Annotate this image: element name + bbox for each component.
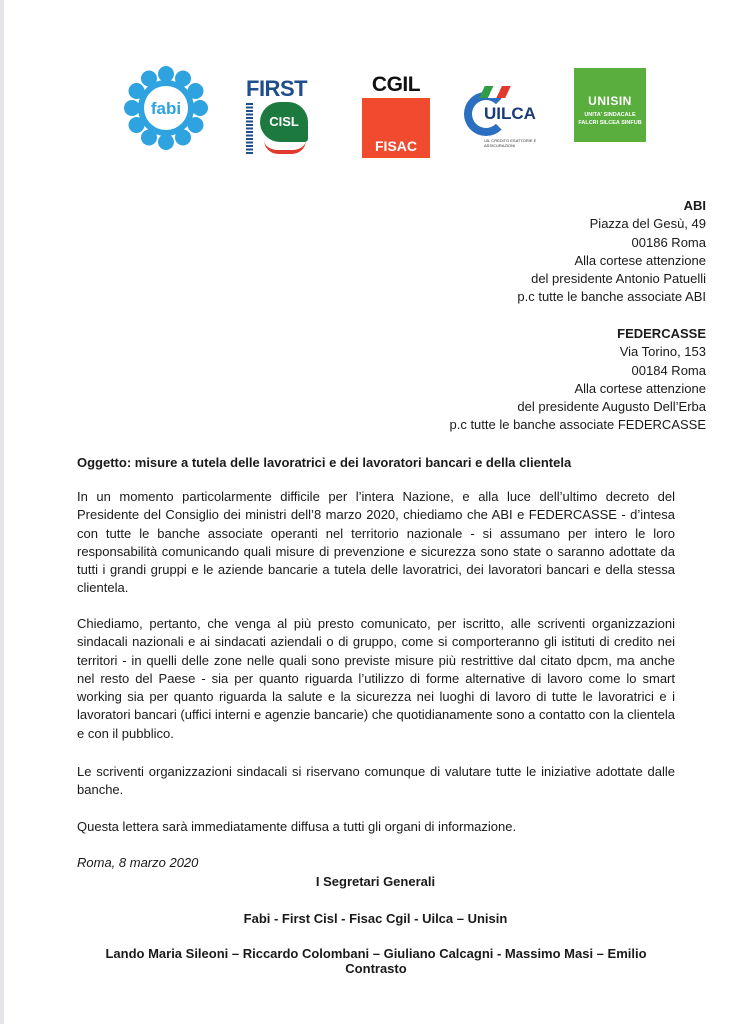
cgil-logo-text: CGIL [371,73,421,96]
body-paragraph: Chiediamo, pertanto, che venga al più presto comunicato, per iscritto, alle scriventi organizzazioni sindacali nazionali e ai sindacati aziendali o di gruppo, come si comporteranno gli istituti di credito nei territori - in quelli delle zone nelle quali sono previste misure più restrittive dal citato dpcm, ma anche nel resto del Paese - sia per quanto riguarda l’utilizzo di forme alternative di lavoro come lo smart working sia per quanto riguarda la salute e la sicurezza nei luoghi di lavoro di tutte le lavoratrici e i lavoratori bancari (uffici interni e agenzie bancarie) che quotidianamente sono a contatto con la clientela e con il pubblico. [77,616,675,741]
body-paragraph: Questa lettera sarà immediatamente diffusa a tutti gli organi di informazione. [77,819,517,834]
recipient-city: 00184 Roma [631,362,706,378]
unisin-logo [574,68,646,142]
recipient-address: Piazza del Gesù, 49 [589,216,706,232]
first-cisl-logo [246,78,324,158]
cgil-fisac-logo [360,74,432,158]
letter-subject: Oggetto: misure a tutela delle lavoratrici e dei lavoratori bancari e della clientela [77,455,572,470]
recipient-name: FEDERCASSE [617,326,706,341]
cisl-badge: CISL [260,102,308,142]
svg-text:fabi: fabi [150,99,182,118]
recipient-federcasse [449,325,706,435]
first-logo-text: FIRST [246,76,308,101]
signature-title: I Segretari Generali [315,874,436,889]
logo-header [124,64,654,164]
recipient-cc: p.c tutte le banche associate FEDERCASSE [449,417,706,433]
recipient-president: del presidente Antonio Patuelli [531,271,706,287]
fabi-flower-icon [124,66,208,150]
uilca-logo-text: UILCA [484,104,536,123]
body-paragraph: Le scriventi organizzazioni sindacali si riservano comunque di valutare tutte le iniziative adottate dalle banche. [77,764,675,798]
uilca-logo [460,86,546,156]
signature-organizations: Fabi - First Cisl - Fisac Cgil - Uilca – Unisin [243,911,508,926]
recipient-city: 00186 Roma [631,234,706,250]
fisac-box [362,98,430,158]
unisin-logo-text: UNISIN [588,94,632,108]
fisac-logo-text: FISAC [375,138,417,154]
italian-flag-icon [479,86,511,98]
recipient-abi [517,197,706,307]
recipient-attention: Alla cortese attenzione [574,380,706,396]
recipient-address: Via Torino, 153 [619,344,706,360]
uilca-subtitle: UIL CREDITO ESATTORIE E ASSICURAZIONI [484,138,537,148]
letter-date: Roma, 8 marzo 2020 [77,855,199,870]
recipient-attention: Alla cortese attenzione [574,252,706,268]
signature-names: Lando Maria Sileoni – Riccardo Colombani – Giuliano Calcagni - Massimo Masi – Emilio Contrasto [105,946,647,976]
body-paragraph: In un momento particolarmente difficile per l’intera Nazione, e alla luce dell’ultimo decreto del Presidente del Consiglio dei ministri dell’8 marzo 2020, chiediamo che ABI e FEDERCASSE - d’intesa con tutte le banche associate operanti nel territorio nazionale - si assumano per intero le loro responsabilità comunicando quali misure di prevenzione e sicurezza sono state o saranno adottate da tutti i grandi gruppi e le aziende bancarie a tutela delle lavoratrici, dei lavoratori bancari e della stessa clientela. [77,489,675,596]
recipient-name: ABI [683,198,706,213]
recipient-president: del presidente Augusto Dell’Erba [517,399,706,415]
fabi-logo [124,66,208,150]
cisl-swoosh-icon [264,140,306,154]
page-edge [0,0,4,1024]
unisin-subtitle-1: UNITA' SINDACALE [584,112,636,118]
first-bars-icon [246,103,253,155]
unisin-subtitle-2: FALCRI SILCEA SINFUB [578,120,642,126]
recipient-cc: p.c tutte le banche associate ABI [517,289,706,305]
